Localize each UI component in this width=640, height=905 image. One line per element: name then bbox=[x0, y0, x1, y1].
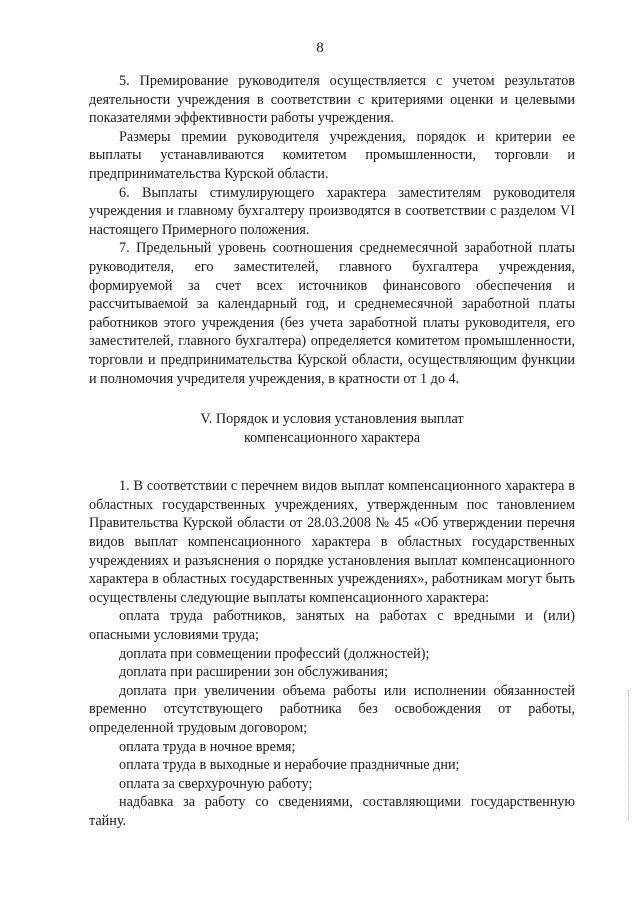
scan-edge-marks bbox=[628, 690, 632, 820]
section-heading-line-2: компенсационного характера bbox=[243, 429, 421, 446]
paragraph-7: 7. Предельный уровень соотношения среднемесячной заработной платы руководителя, его заместителей, главного бухгалтера учреждения, формируемой за счет всех источников финансового обеспечения и рассчитываемой за календарный год, и среднемесячной заработной платы работников этого учреждения (без учета заработной платы руководителя, его заместителей, главного бухгалтера) определяется комитетом промышленности, торговли и предпринимательства Курской области, осуществляющим функции и полномочия учредителя учреждения, в кратности от 1 до 4. bbox=[89, 240, 575, 387]
list-item: оплата труда в выходные и нерабочие праздничные дни; bbox=[119, 757, 460, 774]
page-number: 8 bbox=[316, 40, 324, 56]
list-item: доплата при расширении зон обслуживания; bbox=[119, 664, 389, 681]
paragraph-5: 5. Премирование руководителя осуществляется с учетом результатов деятельности учреждения в соответствии с критериями оценки и целевыми показателями эффективности работы учреждения. bbox=[89, 73, 575, 127]
list-item: надбавка за работу со сведениями, составляющими государственную тайну. bbox=[89, 794, 575, 829]
list-item: оплата труда в ночное время; bbox=[119, 738, 296, 755]
paragraph-6: 6. Выплаты стимулирующего характера заместителям руководителя учреждения и главному бухгалтеру производятся в соответствии с разделом VI настоящего Примерного положения. bbox=[89, 184, 575, 238]
list-item: доплата при увеличении объема работы или исполнении обязанностей временно отсутствующего работника без освобождения от работы, определенной трудовым договором; bbox=[89, 682, 575, 736]
section-paragraph-1: 1. В соответствии с перечнем видов выплат компенсационного характера в областных государственных учреждениях, утвержденным пос тановлением Правительства Курской области от 28.03.2008 № 45 «Об утверждении перечня видов выплат компенсационного характера в областных государственных учреждениях и разъяснения о порядке установления выплат компенсационного характера в областных государственных учреждениях», работникам могут быть осуществлены следующие выплаты компенсационного характера: bbox=[89, 478, 575, 606]
document-body bbox=[89, 72, 575, 831]
list-item: оплата труда работников, занятых на работах с вредными и (или) опасными условиями труда; bbox=[89, 608, 575, 644]
paragraph-5-bonus-size: Размеры премии руководителя учреждения, порядок и критерии ее выплаты устанавливаются комитетом промышленности, торговли и предпринимательства Курской области. bbox=[89, 128, 575, 182]
section-heading bbox=[89, 410, 575, 447]
list-item: доплата при совмещении профессий (должностей); bbox=[119, 645, 430, 662]
list-item: оплата за сверхурочную работу; bbox=[119, 775, 313, 792]
section-heading-line-1: V. Порядок и условия установления выплат bbox=[200, 411, 464, 428]
